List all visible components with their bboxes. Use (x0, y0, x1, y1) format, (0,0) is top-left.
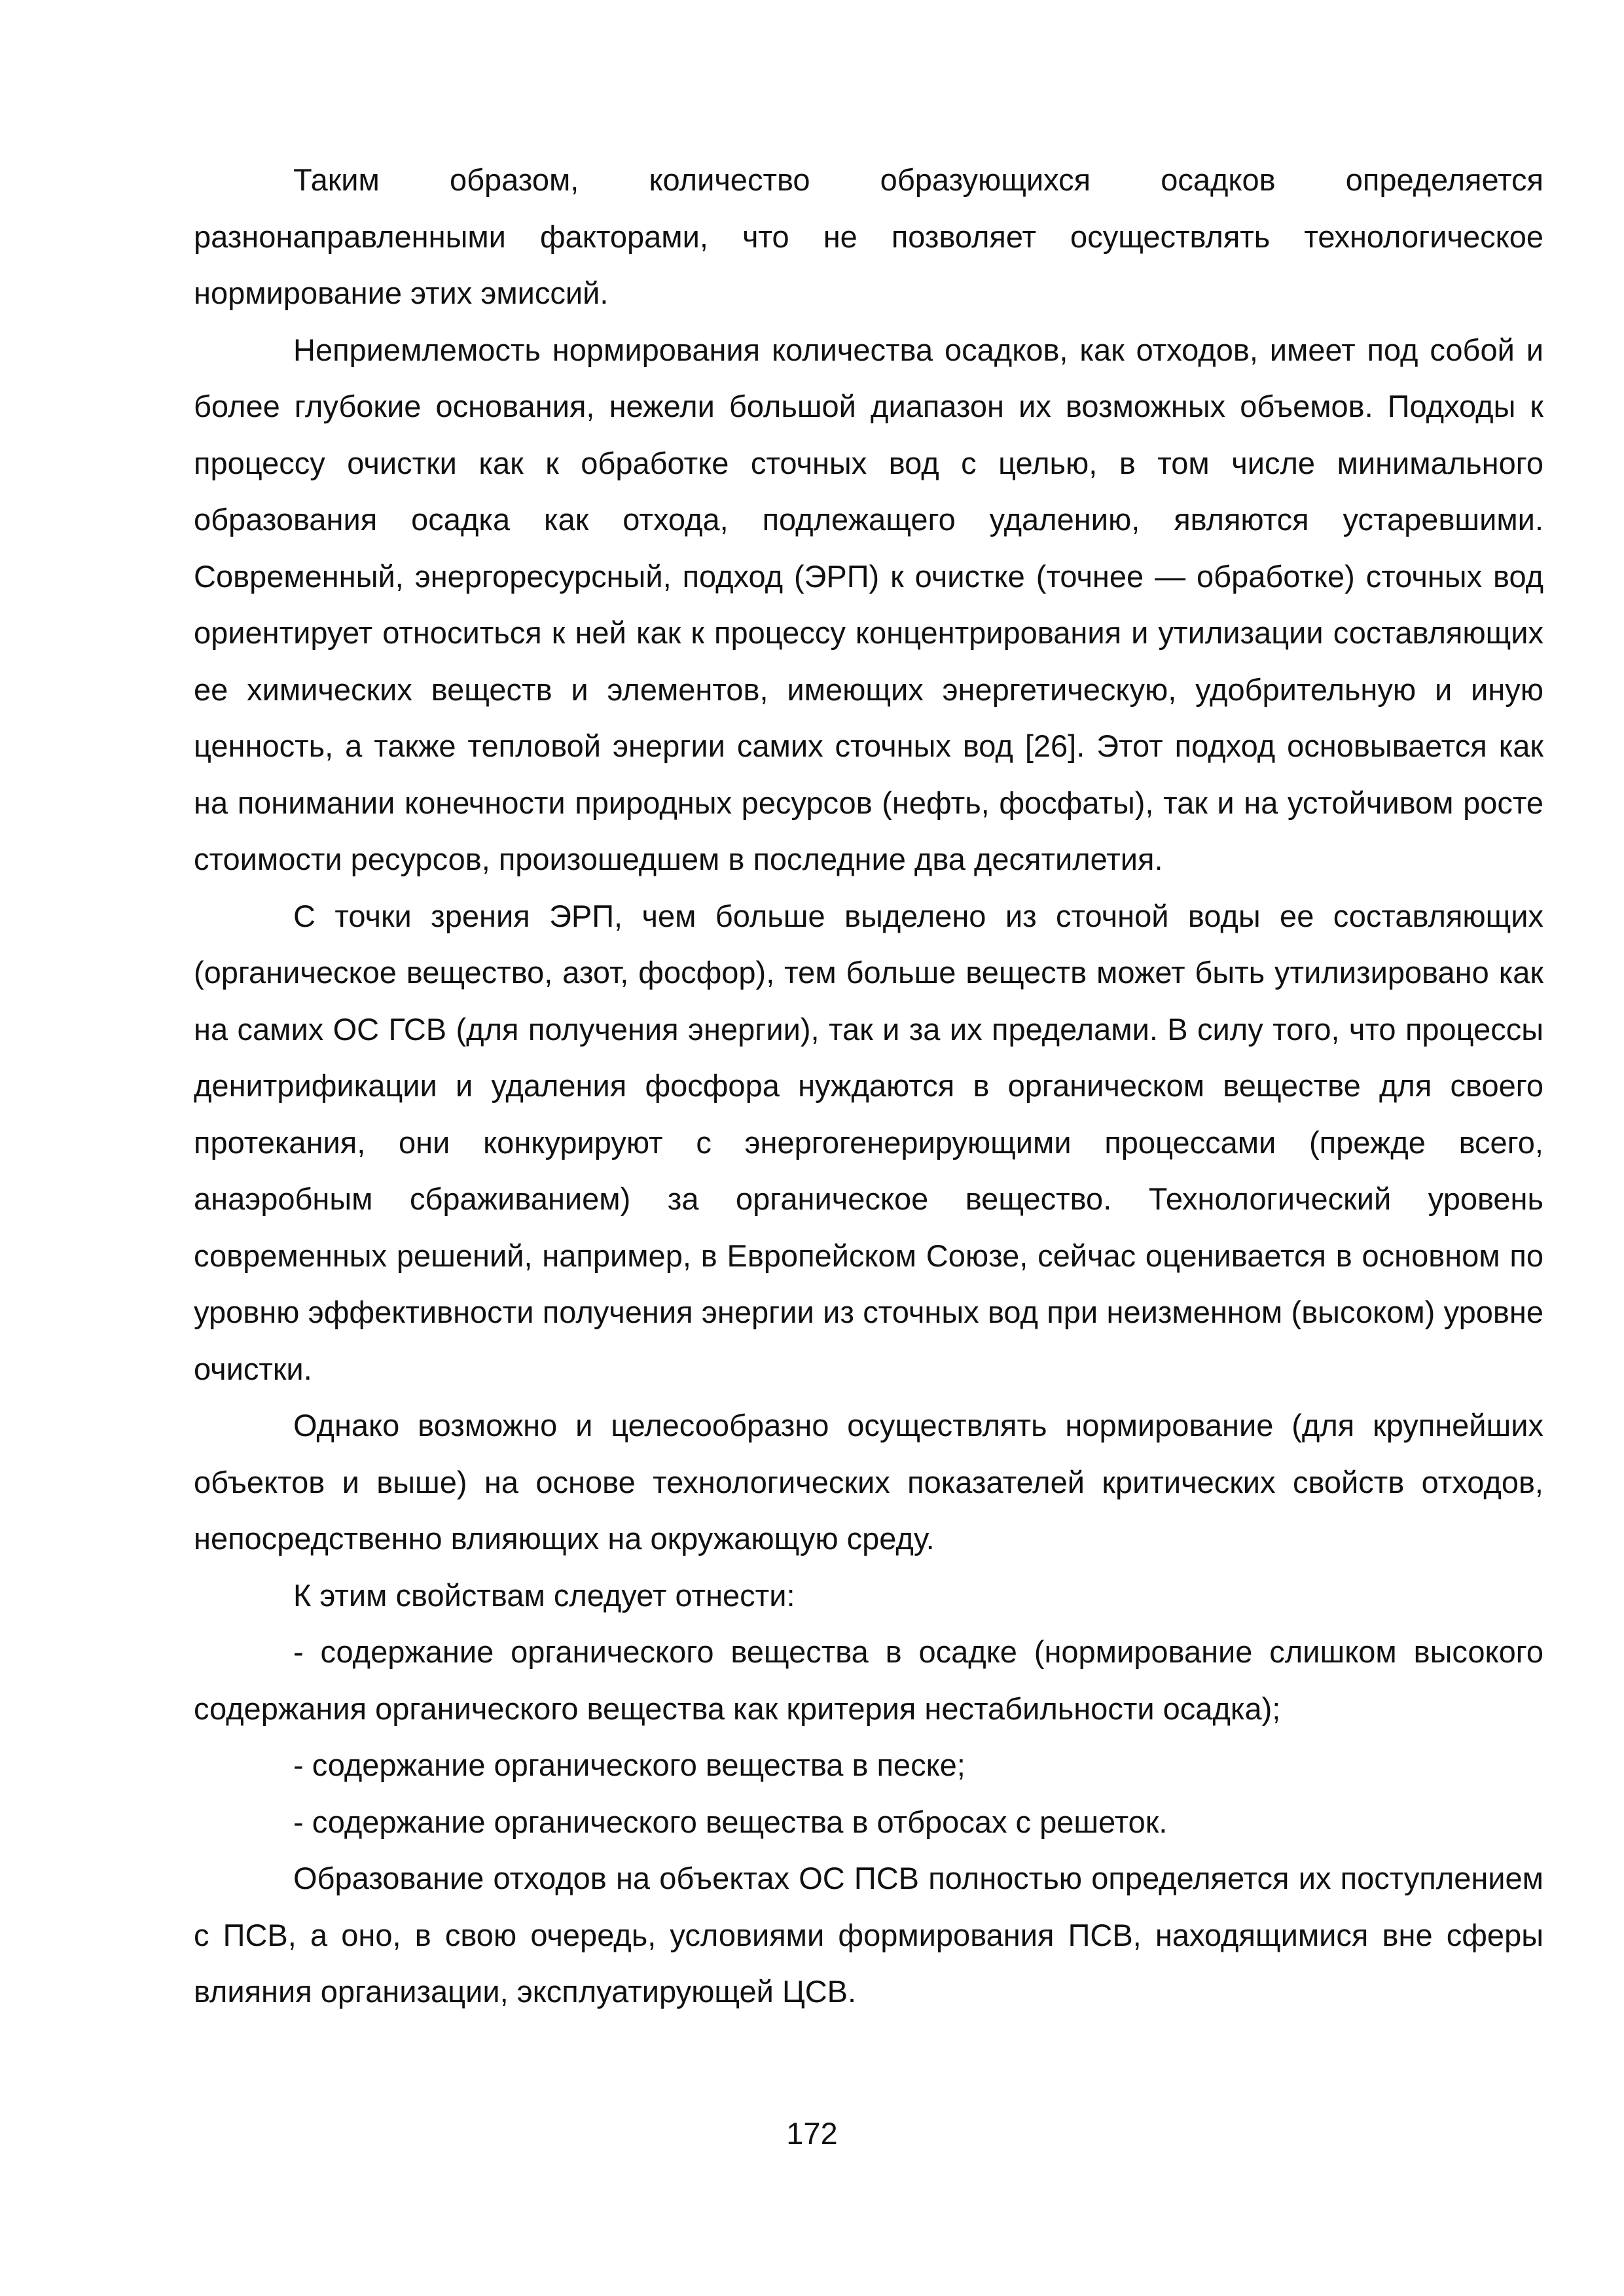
paragraph-4: Однако возможно и целесообразно осуществлять нормирование (для крупнейших объектов и выше) на основе технологических показателей критических свойств отходов, непосредственно влияющих на окружающую среду. (194, 1408, 1543, 1556)
page-number: 172 (786, 2116, 838, 2151)
paragraph-5: К этим свойствам следует отнести: (293, 1577, 795, 1613)
paragraph-1: Таким образом, количество образующихся осадков определяется разнонаправленными факторами, что не позволяет осуществлять технологическое нормирование этих эмиссий. (194, 162, 1543, 310)
paragraph-6: Образование отходов на объектах ОС ПСВ полностью определяется их поступлением с ПСВ, а оно, в свою очередь, условиями формирования ПСВ, находящимися вне сферы влияния организации, эксплуатирующей ЦСВ. (194, 1861, 1543, 2009)
body-text (194, 152, 1543, 2020)
paragraph-3: С точки зрения ЭРП, чем больше выделено из сточной воды ее составляющих (органическое вещество, азот, фосфор), тем больше веществ может быть утилизировано как на самих ОС ГСВ (для получения энергии), так и за их пределами. В силу того, что процессы денитрификации и удаления фосфора нуждаются в органическом веществе для своего протекания, они конкурируют с энергогенерирующими процессами (прежде всего, анаэробным сбраживанием) за органическое вещество. Технологический уровень современных решений, например, в Европейском Союзе, сейчас оценивается в основном по уровню эффективности получения энергии из сточных вод при неизменном (высоком) уровне очистки. (194, 898, 1543, 1386)
list-item-2: - содержание органического вещества в песке; (293, 1748, 965, 1782)
list-item-1: - содержание органического вещества в осадке (нормирование слишком высокого содержания органического вещества как критерия нестабильности осадка); (194, 1634, 1543, 1726)
list-item-3: - содержание органического вещества в отбросах с решеток. (293, 1804, 1168, 1839)
paragraph-2: Неприемлемость нормирования количества осадков, как отходов, имеет под собой и более глубокие основания, нежели большой диапазон их возможных объемов. Подходы к процессу очистки как к обработке сточных вод с целью, в том числе минимального образования осадка как отхода, подлежащего удалению, являются устаревшими. Современный, энергоресурсный, подход (ЭРП) к очистке (точнее — обработке) сточных вод ориентирует относиться к ней как к процессу концентрирования и утилизации составляющих ее химических веществ и элементов, имеющих энергетическую, удобрительную и иную ценность, а также тепловой энергии самих сточных вод [26]. Этот подход основывается как на понимании конечности природных ресурсов (нефть, фосфаты), так и на устойчивом росте стоимости ресурсов, произошедшем в последние два десятилетия. (194, 332, 1543, 876)
